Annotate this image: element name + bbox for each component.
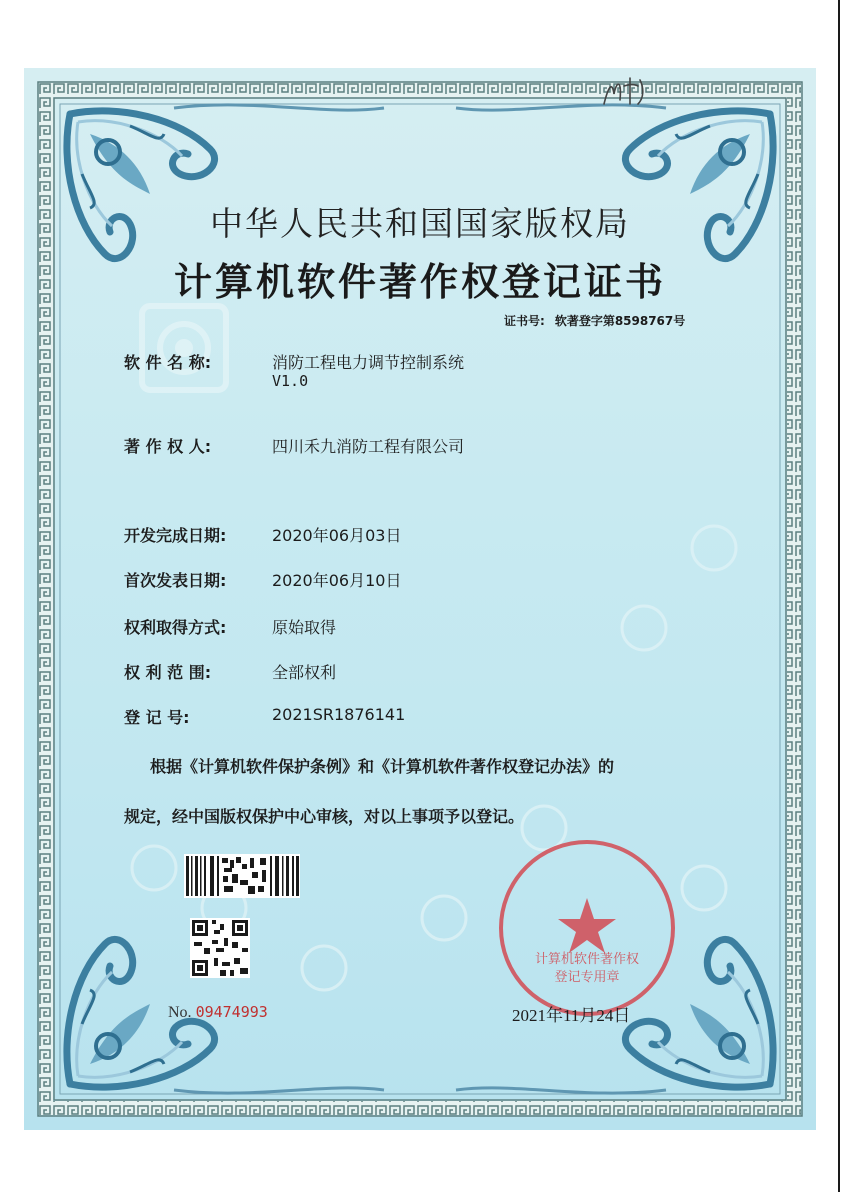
handwritten-signature — [600, 74, 650, 110]
field-value-publication-date: 2020年06月10日 — [272, 571, 402, 590]
field-value-registration-number: 2021SR1876141 — [272, 705, 406, 724]
issuer-title: 中华人民共和国国家版权局 — [210, 204, 630, 243]
page-edge — [838, 0, 840, 1192]
barcode — [184, 854, 300, 898]
statement-line-2: 规定，经中国版权保护中心审核，对以上事项予以登记。 — [124, 807, 525, 826]
field-label-acquisition-method: 权利取得方式: — [124, 618, 227, 637]
serial-value: 09474993 — [195, 1003, 268, 1021]
field-value-rights-scope: 全部权利 — [272, 663, 337, 682]
official-seal — [501, 842, 673, 1014]
field-label-registration-number: 登 记 号: — [124, 708, 190, 727]
field-value-acquisition-method: 原始取得 — [272, 618, 337, 637]
qr-code — [190, 918, 250, 978]
field-label-completion-date: 开发完成日期: — [124, 526, 227, 545]
field-value-copyright-owner: 四川禾九消防工程有限公司 — [272, 437, 465, 456]
cpcc-watermark — [142, 306, 226, 390]
field-label-software-name: 软 件 名 称: — [124, 353, 212, 372]
field-value-software-name: 消防工程电力调节控制系统 — [272, 353, 465, 372]
field-label-publication-date: 首次发表日期: — [124, 571, 227, 590]
certificate — [24, 68, 816, 1130]
serial-prefix: No. — [168, 1004, 192, 1021]
serial-number — [168, 1003, 268, 1022]
certificate-number — [504, 312, 685, 329]
corner-ornament-bottom-right — [625, 939, 773, 1087]
issue-date: 2021年11月24日 — [512, 1006, 631, 1025]
seal-text-line-1: 计算机软件著作权 — [534, 952, 639, 967]
field-label-rights-scope: 权 利 范 围: — [124, 663, 212, 682]
seal-text-line-2: 登记专用章 — [554, 970, 620, 985]
field-value-completion-date: 2020年06月03日 — [272, 526, 402, 545]
field-label-copyright-owner: 著 作 权 人: — [124, 437, 212, 456]
certificate-number-label: 证书号: — [504, 314, 545, 328]
field-value-software-version: V1.0 — [272, 372, 309, 390]
certificate-number-value: 软著登字第8598767号 — [554, 314, 686, 328]
statement-line-1: 根据《计算机软件保护条例》和《计算机软件著作权登记办法》的 — [150, 757, 615, 776]
certificate-title: 计算机软件著作权登记证书 — [173, 259, 666, 304]
